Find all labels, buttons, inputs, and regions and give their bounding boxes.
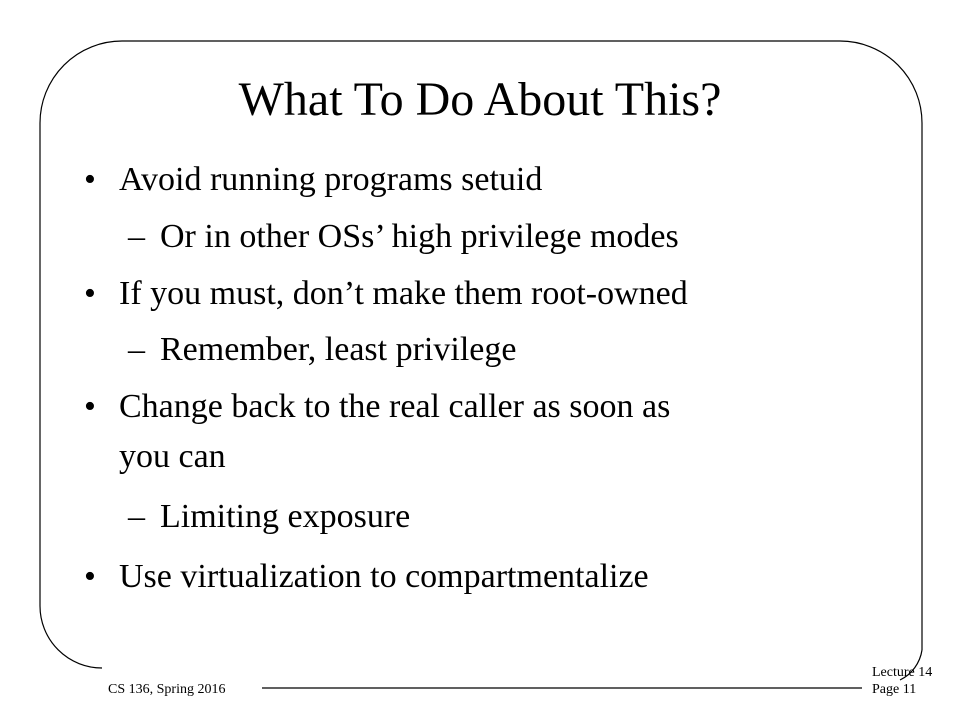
footer-page: Page 11 xyxy=(872,682,917,697)
dash-icon: – xyxy=(128,331,145,368)
bullet-icon: • xyxy=(84,558,96,595)
bullet-text: If you must, don’t make them root-owned xyxy=(119,275,688,312)
bullet-text: Avoid running programs setuid xyxy=(119,161,543,198)
dash-icon: – xyxy=(128,218,145,255)
footer-lecture: Lecture 14 xyxy=(872,665,933,680)
bullet-text: you can xyxy=(119,438,226,475)
bullet-icon: • xyxy=(84,275,96,312)
bullet-icon: • xyxy=(84,388,96,425)
footer-lecture-page xyxy=(872,664,932,698)
bullet-text: Change back to the real caller as soon as xyxy=(119,388,671,425)
sub-bullet-text: Limiting exposure xyxy=(160,498,411,535)
footer-course: CS 136, Spring 2016 xyxy=(108,682,226,697)
slide-title: What To Do About This? xyxy=(238,73,722,126)
bullet-text: Use virtualization to compartmentalize xyxy=(119,558,649,595)
sub-bullet-text: Or in other OSs’ high privilege modes xyxy=(160,218,679,255)
sub-bullet-text: Remember, least privilege xyxy=(160,331,517,368)
bullet-icon: • xyxy=(84,161,96,198)
dash-icon: – xyxy=(128,498,145,535)
